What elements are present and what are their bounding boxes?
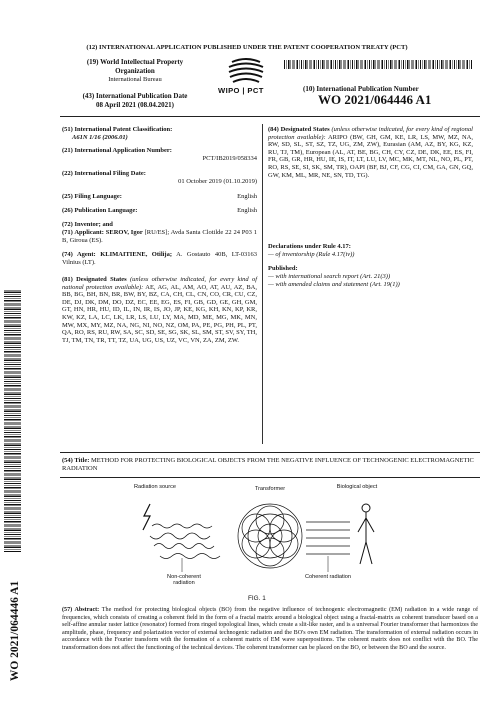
- left-fields: [62, 126, 257, 141]
- figure-1: [110, 486, 410, 586]
- figure-caption: FIG. 1: [248, 595, 266, 602]
- ipc-label: (51) International Patent Classification:: [62, 126, 173, 133]
- figure-drawing: [110, 486, 410, 586]
- inventor-label: (72) Inventor; and: [62, 221, 113, 228]
- org-name-line2: Organization: [115, 67, 155, 75]
- filing-date-label: (22) International Filing Date:: [62, 170, 146, 177]
- published-heading: Published:: [268, 265, 298, 272]
- designated-84-block: [268, 126, 473, 179]
- published-item-1: — with international search report (Art. 21(3)): [268, 273, 391, 280]
- abstract-text: The method for protecting biological objects (BO) from the negative influence of technogenic electromagnetic (EM) radiation in a wide range of frequencies, which consists of creating a coherent field in the form of a fractal matrix around a biological object using a fractal-matrix as coherent transducer based on a self-affine annular raster lattice (resonator) formed from ringed topological lines, which create a slit-like raster, and is a universal Fourier transformer that harmonizes the amplitude, phase, frequency and polarization vector of external technogenic radiation and the BO's own EM radiation. The transformation of external radiation occurs in accordance with the Fourier transform with the formation of a coherent matrix of EM wave superpositions. The coherent matrix does not conflict with the BO. The transformation does not affect the functioning of the technical devices. The coherent transformer can be placed on the BO, or between the BO and the source.: [62, 607, 479, 651]
- pub-date-value: 08 April 2021 (08.04.2021): [96, 101, 174, 109]
- wipo-globe-icon: [222, 56, 270, 86]
- title-block: [62, 457, 478, 472]
- declarations-item: — of inventorship (Rule 4.17(iv)): [268, 251, 355, 258]
- applicant-value: [RU/ES]; Avda Santa Clotilde 22 24 P03 1 B, Giroua (ES).: [62, 229, 258, 244]
- designated-84-note: (unless otherwise indicated, for every kind of regional protection available):: [268, 126, 473, 141]
- org-name-line3: International Bureau: [108, 76, 162, 83]
- radiation-source-icon: [143, 504, 150, 530]
- designated-81-states: AE, AG, AL, AM, AO, AT, AU, AZ, BA, BB, BG, BH, BN, BR, BW, BY, BZ, CA, CH, CL, CN, CO, CR, CU, CZ, DE, DJ, DK, DM, DO, DZ, EC, EE, EG, ES, FI, GB, GD, GE, GH, GM, GT, HN, HR, HU, ID, IL, IN, IR, IS, JO, JP, KE, KG, KH, KN, KP, KR, KW, KZ, LA, LC, LK, LR, LS, LU, LY, MA, MD, ME, MG, MK, MN, MW, MX, MY, MZ, NA, NG, NI, NO, NZ, OM, PA, PE, PG, PH, PL, PT, QA, RO, RS, RU, RW, SA, SC, SD, SE, SG, SK, SL, SM, ST, SV, SY, TH, TJ, TM, TN, TR, TT, TZ, UA, UG, US, UZ, VC, VN, ZA, ZM, ZW.: [62, 283, 257, 344]
- designated-81-block: [62, 276, 257, 344]
- pub-number-label: (10) International Publication Number: [303, 85, 419, 93]
- barcode-top: [284, 60, 472, 69]
- biological-object-icon: [358, 504, 374, 564]
- label-coherent-radiation: Coherent radiation: [304, 574, 352, 580]
- declarations-heading: Declarations under Rule 4.17:: [268, 243, 351, 250]
- label-transformer: Transformer: [254, 486, 286, 492]
- published-item-2: — with amended claims and statement (Art. 19(1)): [268, 281, 400, 288]
- designated-84-states: ARIPO (BW, GH, GM, KE, LR, LS, MW, MZ, NA, RW, SD, SL, ST, SZ, TZ, UG, ZM, ZW), Eurasian (AM, AZ, BY, KG, KZ, RU, TJ, TM), European (AL, AT, BE, BG, CH, CY, CZ, DE, DK, EE, ES, FI, FR, GB, GR, HR, HU, IE, IS, IT, LT, LU, LV, MC, MK, MT, NL, NO, PL, PT, RO, RS, SE, SI, SK, SM, TR), OAPI (BF, BJ, CF, CG, CI, CM, GA, GN, GQ, GW, KM, ML, MR, NE, SN, TD, TG).: [268, 133, 473, 179]
- designated-81-label: (81) Designated States: [62, 276, 127, 283]
- side-publication-number: WO 2021/064446 A1: [9, 580, 21, 682]
- wipo-logo-text: WIPO | PCT: [218, 86, 264, 95]
- label-radiation-source: Radiation source: [134, 484, 176, 490]
- pub-number-value: WO 2021/064446 A1: [318, 92, 432, 107]
- column-divider: [262, 124, 263, 444]
- abstract-block: [62, 607, 478, 652]
- header-divider: [60, 116, 480, 117]
- publication-language-label: (26) Publication Language:: [62, 207, 138, 214]
- document-type-line: (12) INTERNATIONAL APPLICATION PUBLISHED UNDER THE PATENT COOPERATION TREATY (PCT): [86, 44, 408, 51]
- designated-84-label: (84) Designated States: [268, 126, 330, 133]
- app-number-label: (21) International Application Number:: [62, 147, 172, 154]
- publication-language-value: English: [237, 207, 257, 214]
- filing-language-label: (25) Filing Language:: [62, 193, 122, 200]
- app-number-value: PCT/IB2019/058334: [202, 155, 257, 162]
- label-noncoherent-radiation: Non-coherent radiation: [167, 574, 201, 587]
- title-divider-top: [60, 452, 480, 453]
- filing-date-value: 01 October 2019 (01.10.2019): [178, 178, 257, 185]
- org-name-line1: (19) World Intellectual Property: [86, 58, 184, 66]
- applicant-label: (71) Applicant: SEROV, Igor: [62, 229, 143, 236]
- title-text: METHOD FOR PROTECTING BIOLOGICAL OBJECTS FROM THE NEGATIVE INFLUENCE OF TECHNOGENIC ELECTROMAGNETIC RADIATION: [62, 457, 474, 472]
- pub-date-label: (43) International Publication Date: [82, 92, 188, 100]
- title-label: (54) Title:: [62, 457, 90, 464]
- barcode-side: [4, 290, 21, 552]
- applicant-block: [62, 229, 257, 244]
- label-biological-object: Biological object: [336, 484, 378, 490]
- ipc-value: A61N 1/16 (2006.01): [72, 133, 128, 141]
- filing-language-value: English: [237, 193, 257, 200]
- agent-block: [62, 251, 257, 266]
- transformer-icon: [238, 504, 302, 568]
- agent-label: (74) Agent: KLIMAITIENE, Otilija;: [62, 251, 173, 258]
- title-divider-bottom: [60, 477, 480, 478]
- designated-81-note: (unless otherwise indicated, for every kind of national protection available):: [62, 276, 258, 291]
- abstract-label: (57) Abstract:: [62, 607, 100, 613]
- wipo-logo: [218, 56, 270, 95]
- agent-value: A. Gostauto 40B, LT-03163 Vilnius (LT).: [62, 251, 257, 266]
